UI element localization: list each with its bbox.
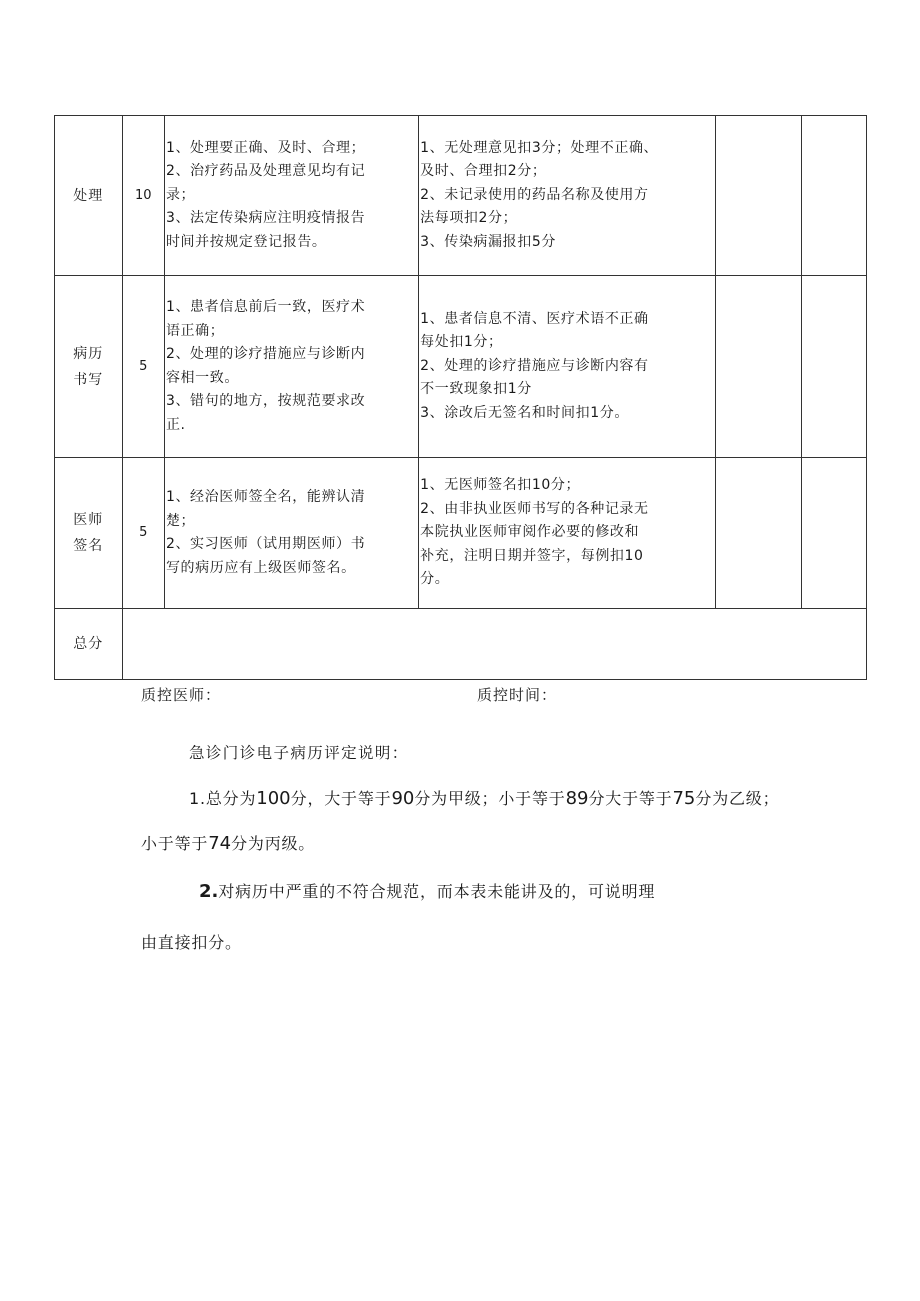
deduction-line: 每处扣1分；	[420, 334, 503, 351]
note-text: 小于等于	[141, 834, 209, 853]
score-cell	[122, 276, 164, 458]
deduction-line: 1、患者信息不清、医疗术语不正确	[420, 310, 649, 327]
table-row	[55, 458, 867, 609]
note-text: 分大于等于	[588, 789, 673, 808]
deducted-score-cell[interactable]	[715, 458, 802, 609]
score-value: 5	[139, 525, 148, 541]
requirement-line: 语正确；	[165, 322, 225, 339]
requirement-line: 录；	[165, 186, 196, 203]
table-row	[55, 276, 867, 458]
total-label-cell	[55, 609, 123, 680]
note-text: 1.总分为	[189, 789, 257, 808]
remarks-cell[interactable]	[802, 116, 867, 276]
remarks-cell[interactable]	[802, 276, 867, 458]
note-number: 90	[391, 788, 415, 809]
item-name: 书写	[73, 371, 104, 388]
note-text: 分为甲级；小于等于	[414, 789, 566, 808]
quality-score-table	[54, 115, 867, 680]
item-cell	[55, 276, 123, 458]
item-name: 医师	[73, 512, 104, 528]
requirement-line: 1、患者信息前后一致，医疗术	[165, 299, 366, 315]
requirement-line: 楚；	[165, 512, 196, 529]
deduction-line: 2、处理的诊疗措施应与诊断内容有	[420, 357, 649, 374]
requirement-line: 1、经治医师签全名，能辨认清	[165, 489, 366, 505]
requirement-line: 时间并按规定登记报告。	[165, 233, 327, 250]
note-2-line-2: 由直接扣分。	[141, 933, 242, 952]
deduction-line: 及时、合理扣2分；	[420, 163, 547, 180]
score-cell	[122, 116, 164, 276]
qc-doctor-label: 质控医师：	[141, 686, 222, 704]
deduction-line: 3、传染病漏报扣5分	[420, 233, 556, 250]
item-name: 签名	[73, 538, 104, 554]
deducted-score-cell[interactable]	[715, 116, 802, 276]
deduction-line: 2、未记录使用的药品名称及使用方	[420, 186, 649, 203]
requirement-line: 3、错句的地方，按规范要求改	[165, 393, 366, 409]
deductions-cell	[419, 116, 716, 276]
requirements-cell	[164, 116, 418, 276]
deduction-line: 不一致现象扣1分	[420, 381, 532, 398]
score-cell	[122, 458, 164, 609]
requirement-line: 容相一致。	[165, 369, 239, 386]
requirement-line: 3、法定传染病应注明疫情报告	[165, 210, 366, 227]
requirements-cell	[164, 276, 418, 458]
note-number: 100	[256, 788, 291, 809]
item-cell	[55, 458, 123, 609]
item-name: 处理	[73, 187, 104, 204]
deduction-line: 3、涂改后无签名和时间扣1分。	[420, 404, 629, 421]
note-1-line-1	[189, 786, 779, 809]
deductions-cell	[419, 276, 716, 458]
requirement-line: 1、处理要正确、及时、合理；	[165, 139, 366, 156]
deductions-cell	[419, 458, 716, 609]
note-number: 74	[208, 833, 232, 854]
total-row	[55, 609, 867, 680]
note-1-line-2	[141, 831, 315, 854]
deduction-line: 1、无医师签名扣10分；	[420, 477, 581, 494]
requirement-line: 2、处理的诊疗措施应与诊断内	[165, 346, 366, 362]
note-text: 对病历中严重的不符合规范，而本表未能讲及的，可说明理	[218, 882, 656, 901]
item-name: 病历	[73, 345, 104, 362]
requirement-line: 正.	[165, 416, 186, 433]
requirement-line: 2、治疗药品及处理意见均有记	[165, 163, 366, 180]
requirement-line: 写的病历应有上级医师签名。	[165, 559, 356, 576]
total-value-cell[interactable]	[122, 609, 866, 680]
deduction-line: 本院执业医师审阅作必要的修改和	[420, 524, 640, 541]
deduction-line: 分。	[420, 571, 450, 588]
note-text: 分为丙级。	[231, 834, 316, 853]
deduction-line: 1、无处理意见扣3分；处理不正确、	[420, 139, 659, 156]
note-2-line-1	[199, 879, 655, 902]
notes-title: 急诊门诊电子病历评定说明：	[189, 744, 409, 762]
note-number: 2.	[199, 881, 219, 902]
note-text: 分为乙级；	[695, 789, 780, 808]
remarks-cell[interactable]	[802, 458, 867, 609]
requirements-cell	[164, 458, 418, 609]
note-number: 89	[565, 788, 589, 809]
score-value: 5	[139, 358, 148, 374]
deduction-line: 2、由非执业医师书写的各种记录无	[420, 500, 649, 517]
requirement-line: 2、实习医师（试用期医师）书	[165, 536, 366, 552]
score-value: 10	[134, 187, 152, 203]
note-number: 75	[672, 788, 696, 809]
item-cell	[55, 116, 123, 276]
qc-time-label: 质控时间：	[477, 686, 558, 704]
total-label: 总分	[73, 636, 104, 652]
deducted-score-cell[interactable]	[715, 276, 802, 458]
note-text: 分，大于等于	[290, 789, 392, 808]
deduction-line: 补充，注明日期并签字，每例扣10	[420, 547, 644, 564]
table-row	[55, 116, 867, 276]
deduction-line: 法每项扣2分；	[420, 210, 518, 227]
